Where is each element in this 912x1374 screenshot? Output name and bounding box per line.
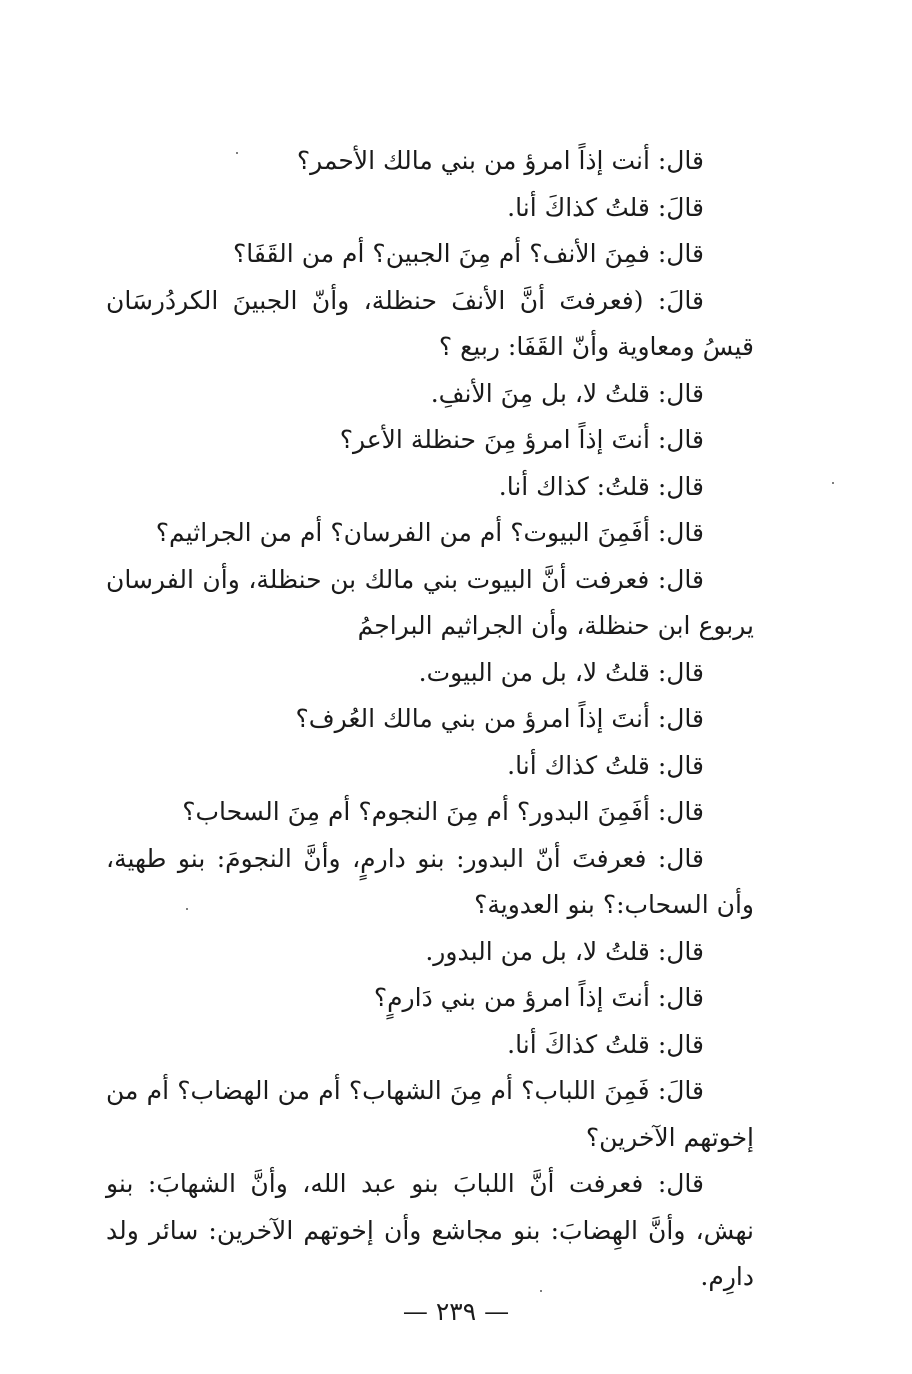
paragraph-11: قال: أنتَ إذاً امرؤ من بني مالك العُرف؟ [295, 704, 704, 733]
paragraph-18: قالَ: فَمِنَ اللباب؟ أم مِنَ الشهاب؟ أم من الهضاب؟ أم من إخوتهم الآخرين؟ [106, 1076, 754, 1152]
paragraph-4: قالَ: (فعرفتَ أنَّ الأنفَ حنظلة، وأنّ الجبينَ الكردُرسَان قيسُ ومعاوية وأنّ القَفَا: ربيع ؟ [106, 285, 754, 361]
body-text [106, 138, 754, 1301]
paragraph-17: قال: قلتُ كذاكَ أنا. [507, 1029, 704, 1059]
paragraph-6: قال: أنتَ إذاً امرؤ مِنَ حنظلة الأعر؟ [339, 425, 704, 454]
paragraph-9: قال: فعرفت أنَّ البيوت بني مالك بن حنظلة، وأن الفرسان يربوع ابن حنظلة، وأن الجراثيم البراجمُ [106, 564, 754, 640]
paragraph-7: قال: قلتُ: كذاك أنا. [498, 471, 704, 501]
paragraph-16: قال: أنتَ إذاً امرؤ من بني دَارمٍ؟ [373, 983, 704, 1012]
paragraph-5: قال: قلتُ لا، بل مِنَ الأنفِ. [430, 378, 704, 408]
paragraph-8: قال: أفَمِنَ البيوت؟ أم من الفرسان؟ أم من الجراثيم؟ [155, 518, 704, 547]
scan-speck [236, 152, 238, 154]
page-number: — ٢٣٩ — [402, 1297, 510, 1326]
scan-speck [186, 908, 188, 910]
paragraph-13: قال: أفَمِنَ البدور؟ أم مِنَ النجوم؟ أم مِنَ السحاب؟ [182, 797, 704, 826]
paragraph-3: قال: فمِنَ الأنف؟ أم مِنَ الجبين؟ أم من القَفَا؟ [233, 239, 704, 268]
paragraph-1: قال: أنت إذاً امرؤ من بني مالك الأحمر؟ [296, 146, 704, 175]
paragraph-15: قال: قلتُ لا، بل من البدور. [425, 936, 704, 966]
paragraph-12: قال: قلتُ كذاك أنا. [507, 750, 704, 780]
scan-speck [832, 482, 834, 484]
paragraph-19: قال: فعرفت أنَّ اللبابَ بنو عبد الله، وأنَّ الشهابَ: بنو نهش، وأنَّ الهِضابَ: بنو مجاشع وأن إخوتهم الآخرين: سائر ولد دارِم. [106, 1169, 754, 1291]
scan-speck [540, 1290, 542, 1292]
paragraph-2: قالَ: قلتُ كذاكَ أنا. [507, 192, 704, 222]
paragraph-10: قال: قلتُ لا، بل من البيوت. [418, 657, 704, 687]
paragraph-14: قال: فعرفتَ أنّ البدور: بنو دارمٍ، وأنَّ النجومَ: بنو طهية، وأن السحاب:؟ بنو العدوية؟ [106, 843, 754, 919]
